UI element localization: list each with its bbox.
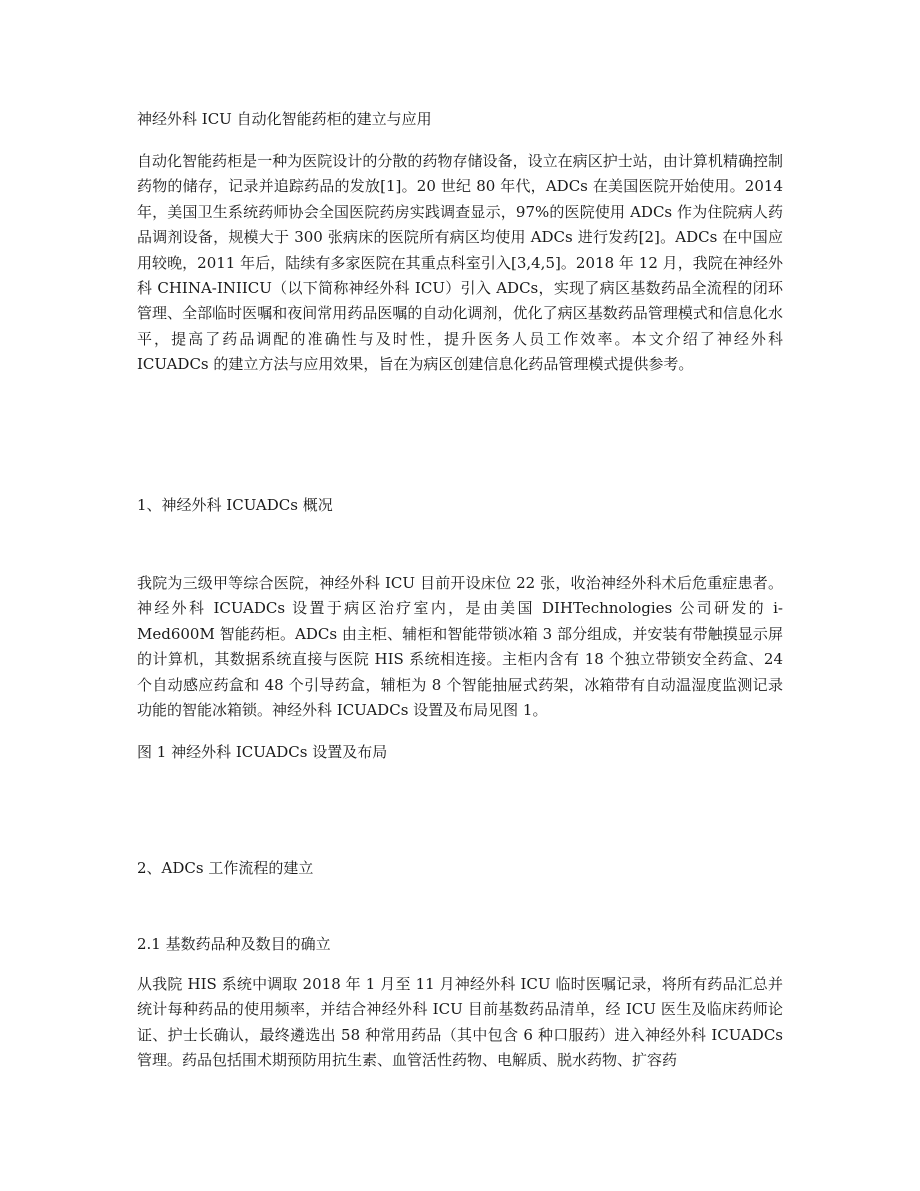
section-2-1-heading: 2.1 基数药品种及数目的确立 [137,935,331,953]
page-title: 神经外科 ICU 自动化智能药柜的建立与应用 [137,110,432,128]
intro-paragraph: 自动化智能药柜是一种为医院设计的分散的药物存储设备，设立在病区护士站，由计算机精确控制药物的储存，记录并追踪药品的发放[1]。20 世纪 80 年代，ADCs 在美国医院开始使用。2014 年，美国卫生系统药师协会全国医院药房实践调查显示，97%的医院使用 ADCs 作为住院病人药品调剂设备，规模大于 300 张病床的医院所有病区均使用 ADCs 进行发药[2]。ADCs 在中国应用较晚，2011 年后，陆续有多家医院在其重点科室引入[3,4,5]。2018 年 12 月，我院在神经外科 CHINA-INIICU（以下简称神经外科 ICU）引入 ADCs，实现了病区基数药品全流程的闭环管理、全部临时医嘱和夜间常用药品医嘱的自动化调剂，优化了病区基数药品管理模式和信息化水平，提高了药品调配的准确性与及时性，提升医务人员工作效率。本文介绍了神经外科 ICUADCs 的建立方法与应用效果，旨在为病区创建信息化药品管理模式提供参考。 [137,152,783,374]
section-1-paragraph: 我院为三级甲等综合医院，神经外科 ICU 目前开设床位 22 张，收治神经外科术后危重症患者。神经外科 ICUADCs 设置于病区治疗室内，是由美国 DIHTechnologies 公司研发的 i-Med600M 智能药柜。ADCs 由主柜、辅柜和智能带锁冰箱 3 部分组成，并安装有带触摸显示屏的计算机，其数据系统直接与医院 HIS 系统相连接。主柜内含有 18 个独立带锁安全药盒、24 个自动感应药盒和 48 个引导药盒，辅柜为 8 个智能抽屉式药架，冰箱带有自动温湿度监测记录功能的智能冰箱锁。神经外科 ICUADCs 设置及布局见图 1。 [137,574,783,720]
section-2-heading: 2、ADCs 工作流程的建立 [137,859,314,877]
figure-1-caption: 图 1 神经外科 ICUADCs 设置及布局 [137,743,388,761]
section-1-heading: 1、神经外科 ICUADCs 概况 [137,496,333,514]
section-2-1-paragraph: 从我院 HIS 系统中调取 2018 年 1 月至 11 月神经外科 ICU 临时医嘱记录，将所有药品汇总并统计每种药品的使用频率，并结合神经外科 ICU 目前基数药品清单，经 ICU 医生及临床药师论证、护士长确认，最终遴选出 58 种常用药品（其中包含 6 种口服药）进入神经外科 ICUADCs 管理。药品包括围术期预防用抗生素、血管活性药物、电解质、脱水药物、扩容药 [137,975,783,1070]
